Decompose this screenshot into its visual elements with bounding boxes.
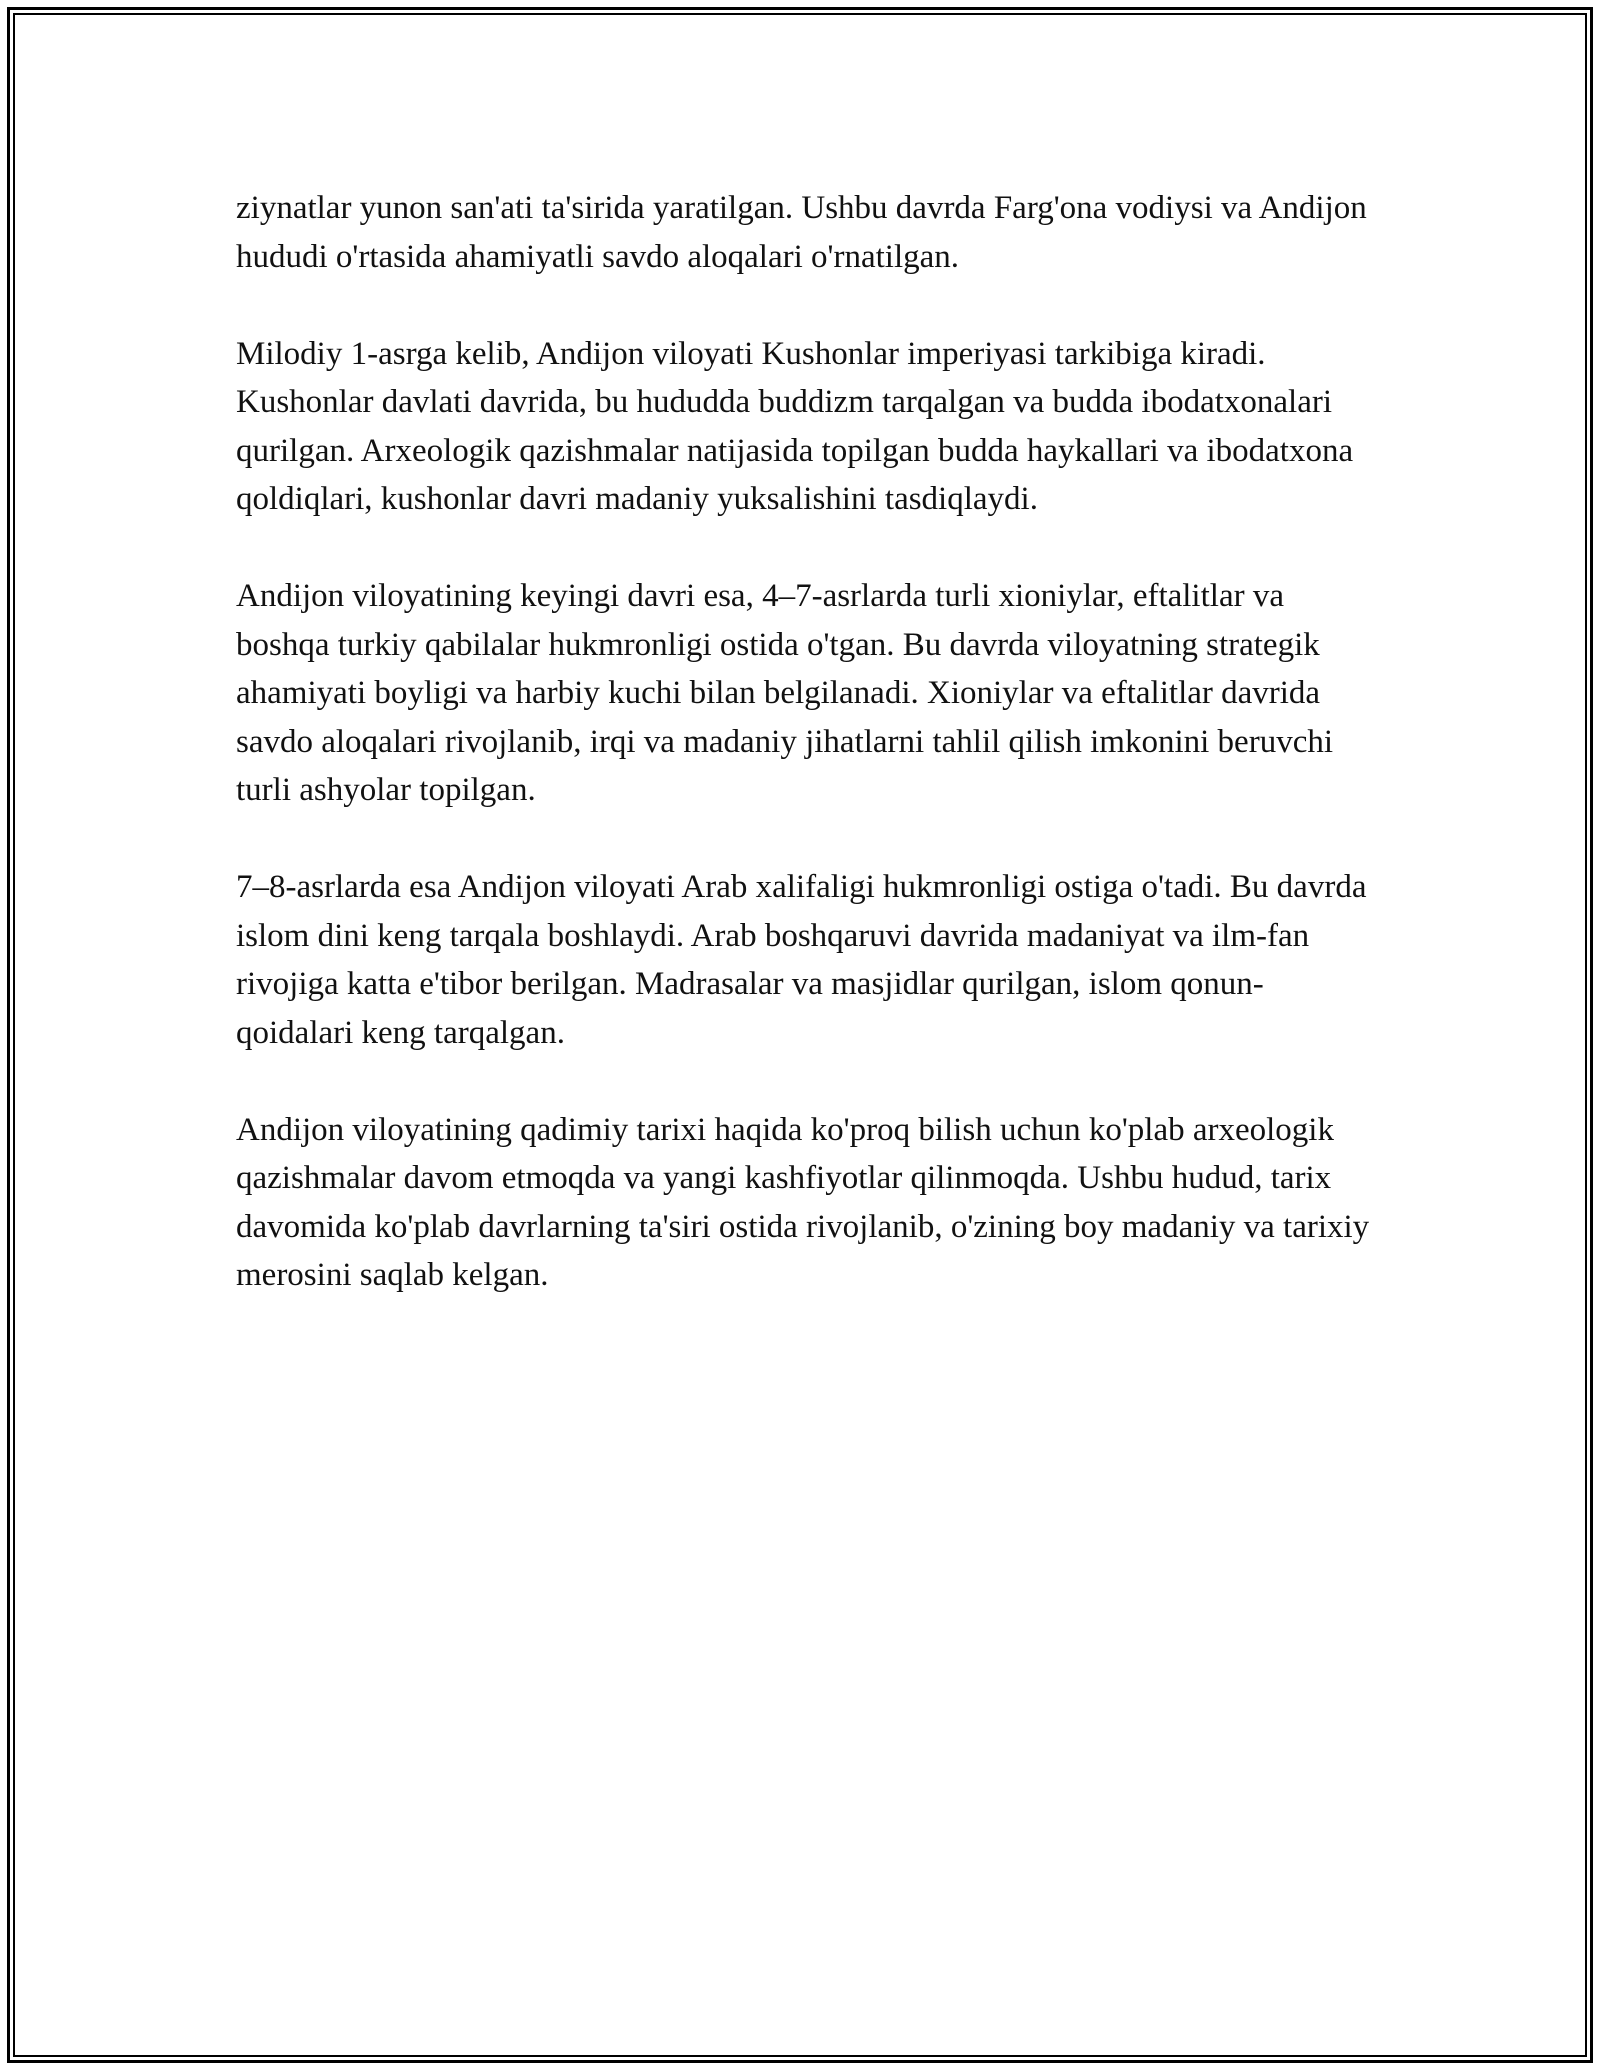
paragraph-4: 7–8-asrlarda esa Andijon viloyati Arab xalifaligi hukmronligi ostiga o'tadi. Bu davrda islom dini keng tarqala boshlaydi. Arab boshqaruvi davrida madaniyat va ilm-fan rivojiga katta e'tibor berilgan. Madrasalar va masjidlar qurilgan, islom qonun-qoidalari keng tarqalgan. [236, 869, 1367, 1051]
paragraph-2: Milodiy 1-asrga kelib, Andijon viloyati Kushonlar imperiyasi tarkibiga kiradi. Kushonlar davlati davrida, bu hududda buddizm tarqalgan va budda ibodatxonalari qurilgan. Arxeologik qazishmalar natijasida topilgan budda haykallari va ibodatxona qoldiqlari, kushonlar davri madaniy yuksalishini tasdiqlaydi. [236, 335, 1354, 517]
paragraph-3: Andijon viloyatining keyingi davri esa, 4–7-asrlarda turli xioniylar, eftalitlar va boshqa turkiy qabilalar hukmronligi ostida o'tgan. Bu davrda viloyatning strategik ahamiyati boyligi va harbiy kuchi bilan belgilanadi. Xioniylar va eftalitlar davrida savdo aloqalari rivojlanib, irqi va madaniy jihatlarni tahlil qilish imkonini beruvchi turli ashyolar topilgan. [236, 578, 1334, 808]
document-body [236, 184, 1376, 1348]
paragraph-1: ziynatlar yunon san'ati ta'sirida yaratilgan. Ushbu davrda Farg'ona vodiysi va Andijon hududi o'rtasida ahamiyatli savdo aloqalari o'rnatilgan. [236, 190, 1367, 275]
paragraph-5: Andijon viloyatining qadimiy tarixi haqida ko'proq bilish uchun ko'plab arxeologik qazishmalar davom etmoqda va yangi kashfiyotlar qilinmoqda. Ushbu hudud, tarix davomida ko'plab davrlarning ta'siri ostida rivojlanib, o'zining boy madaniy va tarixiy merosini saqlab kelgan. [236, 1111, 1370, 1293]
